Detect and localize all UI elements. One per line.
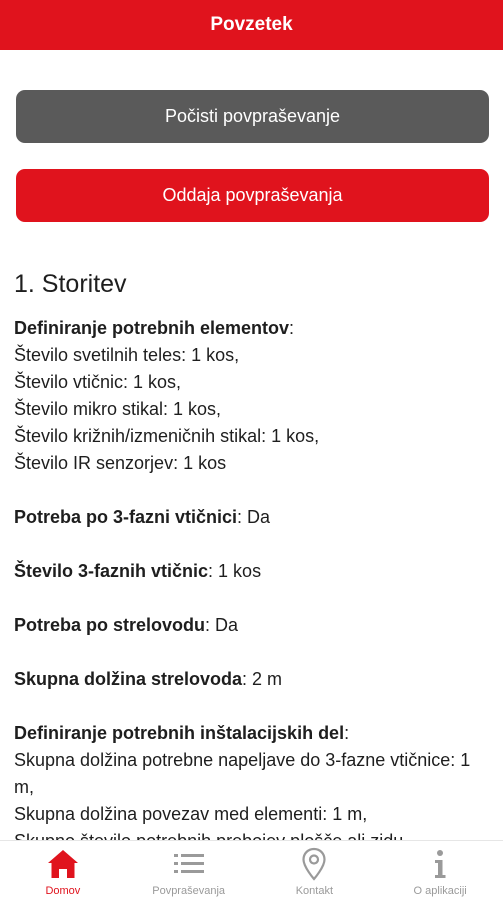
lightning-line: Potreba po strelovodu: Da (14, 615, 239, 635)
lightning-length-line: Skupna dolžina strelovoda: 2 m (14, 669, 283, 689)
home-icon (45, 847, 81, 881)
element-line: Število vtičnic: 1 kos, (14, 372, 182, 392)
tab-home[interactable]: Domov (0, 841, 126, 900)
installation-line: Skupna dolžina potrebne napeljave do 3-fazne vtičnice: 1 m, (14, 750, 471, 797)
threephase-line: Potreba po 3-fazni vtičnici: Da (14, 507, 271, 527)
page-title: Povzetek (210, 14, 293, 35)
bottom-tab-bar (0, 840, 503, 900)
elements-label: Definiranje potrebnih elementov (14, 318, 290, 338)
location-pin-icon (296, 847, 332, 881)
element-line: Število križnih/izmeničnih stikal: 1 kos, (14, 426, 320, 446)
summary-details (14, 315, 494, 882)
summary-content[interactable] (0, 50, 503, 840)
installation-block: Definiranje potrebnih inštalacijskih del: Skupna dolžina potrebne napeljave do 3-fazne vtičnice: 1 m, Skupna dolžina povezav med elementi: 1 m, (14, 720, 494, 855)
tab-about[interactable]: O aplikaciji (377, 841, 503, 900)
threephase-count-line: Število 3-faznih vtičnic: 1 kos (14, 561, 262, 581)
element-line: Število svetilnih teles: 1 kos, (14, 345, 240, 365)
clear-inquiry-button[interactable]: Počisti povpraševanje (16, 90, 489, 143)
element-line: Število IR senzorjev: 1 kos (14, 453, 227, 473)
element-line: Število mikro stikal: 1 kos, (14, 399, 222, 419)
app-header (0, 0, 503, 50)
section-title: 1. Storitev (14, 270, 127, 298)
info-icon (422, 847, 458, 881)
elements-block: Definiranje potrebnih elementov: Število svetilnih teles: 1 kos, Število vtičnic: 1 kos, Število mikro stikal: 1 kos, Število križnih/izmeničnih stikal: 1 kos, Število IR senzorjev: 1 kos (14, 315, 494, 477)
submit-inquiry-button[interactable]: Oddaja povpraševanja (16, 169, 489, 222)
tab-contact[interactable]: Kontakt (252, 841, 378, 900)
installation-line: Skupna dolžina povezav med elementi: 1 m, (14, 804, 368, 824)
installation-label: Definiranje potrebnih inštalacijskih del (14, 723, 345, 743)
tab-inquiries[interactable]: Povpraševanja (126, 841, 252, 900)
list-icon (171, 847, 207, 881)
